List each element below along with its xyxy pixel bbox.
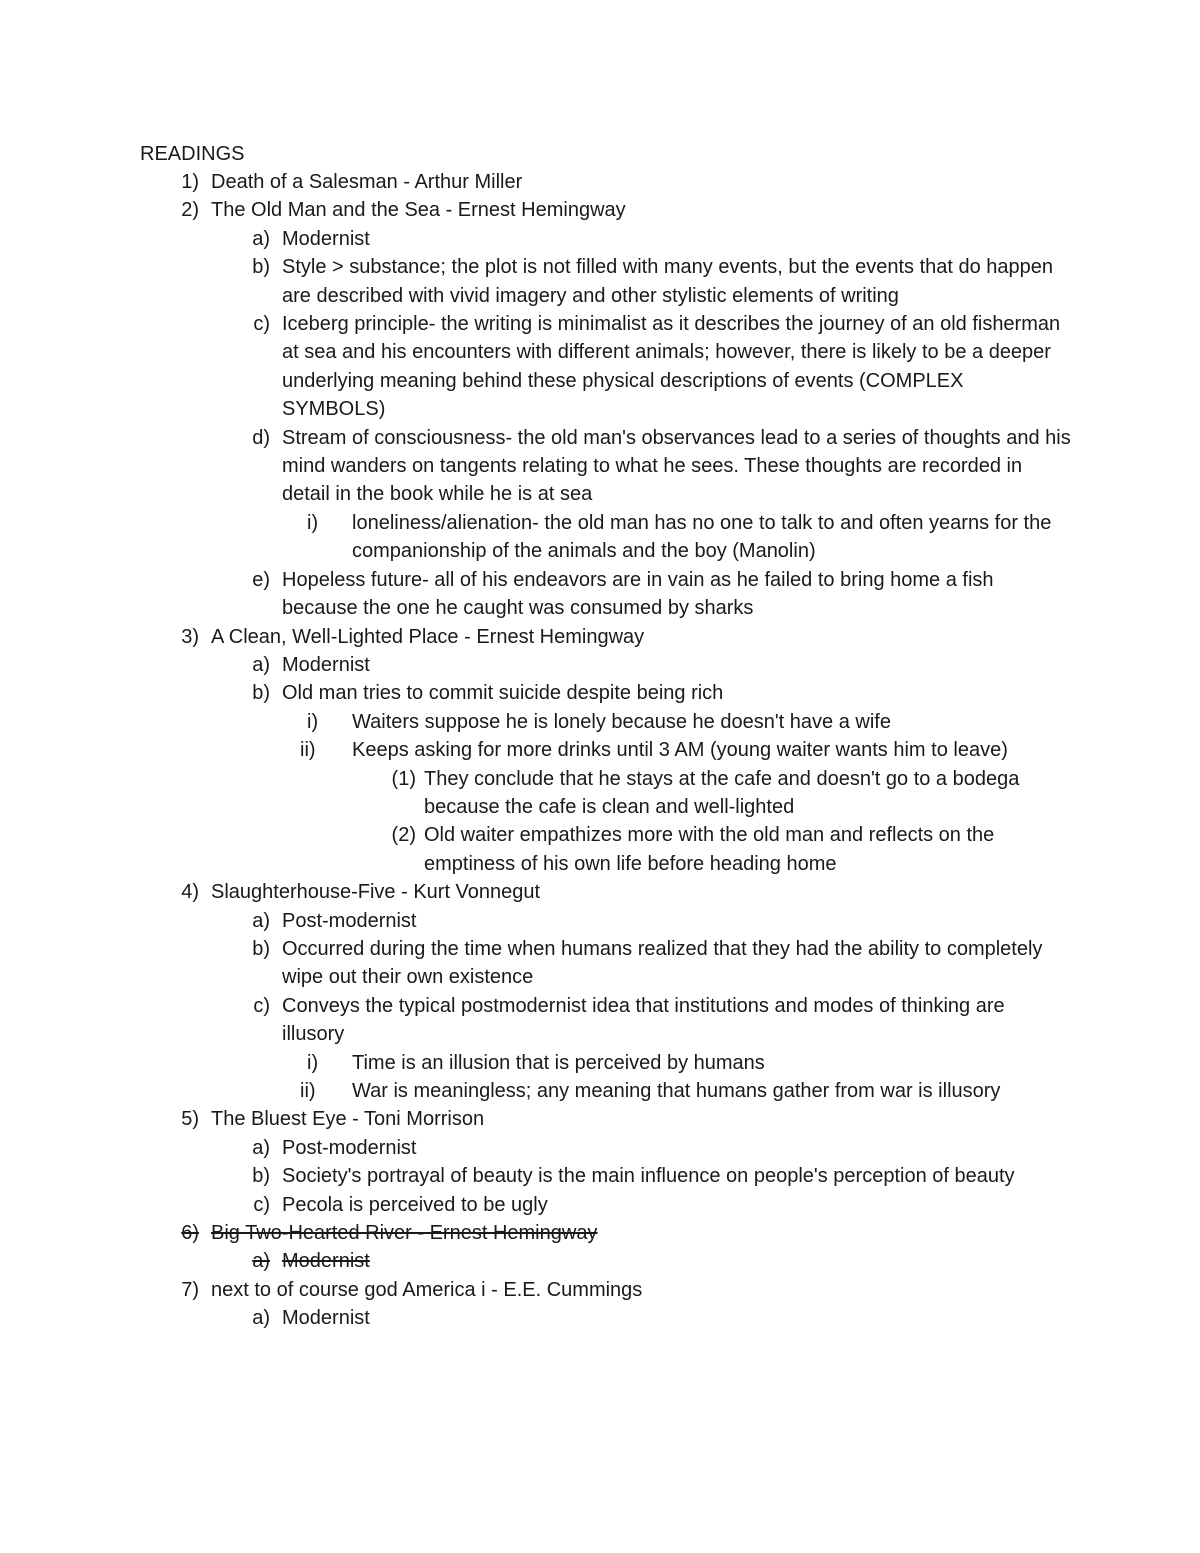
list-marker: 3)	[181, 625, 199, 648]
list-item-text: Slaughterhouse-Five - Kurt Vonnegut	[211, 881, 541, 904]
list-item-text: Iceberg principle- the writing is minimalist as it describes the journey of an old fisherman at sea and his encounters with different animals; however, there is likely to be a deeper underlying meaning behind these physical descriptions of events (COMPLEX SYMBOLS)	[282, 313, 1061, 421]
list-item-text: next to of course god America i - E.E. Cummings	[211, 1278, 643, 1301]
list-item	[0, 1191, 1200, 1219]
list-marker: i)	[307, 1051, 319, 1074]
list-marker: b)	[252, 682, 270, 705]
list-item	[0, 1134, 1200, 1162]
list-item-text: Modernist	[282, 1307, 370, 1330]
list-marker: b)	[252, 937, 270, 960]
list-marker: c)	[253, 313, 270, 336]
list-marker: a)	[252, 1250, 270, 1273]
list-item-text: The Bluest Eye - Toni Morrison	[211, 1108, 485, 1131]
list-marker: 7)	[181, 1278, 199, 1301]
list-item-text: Occurred during the time when humans realized that they had the ability to completely wipe out their own existence	[282, 937, 1043, 989]
list-marker: 5)	[181, 1108, 199, 1131]
list-item-text: Conveys the typical postmodernist idea that institutions and modes of thinking are illusory	[282, 994, 1005, 1046]
list-item-text: Stream of consciousness- the old man's observances lead to a series of thoughts and his mind wanders on tangents relating to what he sees. These thoughts are recorded in detail in the book while he is at sea	[282, 426, 1071, 506]
document-heading: READINGS	[140, 143, 245, 165]
list-item-text: Death of a Salesman - Arthur Miller	[211, 171, 523, 193]
list-item	[0, 196, 1200, 224]
list-item-text: Waiters suppose he is lonely because he doesn't have a wife	[352, 710, 891, 733]
list-item	[0, 878, 1200, 906]
list-item	[0, 1304, 1200, 1332]
list-item	[0, 679, 1200, 707]
list-item-text: Pecola is perceived to be ugly	[282, 1193, 548, 1216]
list-item	[0, 651, 1200, 679]
list-item	[0, 623, 1200, 651]
list-marker: d)	[252, 426, 270, 449]
list-item-text: Style > substance; the plot is not filled with many events, but the events that do happen are described with vivid imagery and other stylistic elements of writing	[282, 256, 1054, 307]
list-item	[0, 765, 1200, 822]
list-marker: c)	[253, 1193, 270, 1216]
list-item	[0, 992, 1200, 1049]
list-item-text: Hopeless future- all of his endeavors are in vain as he failed to bring home a fish because the one he caught was consumed by sharks	[282, 568, 994, 620]
list-item	[0, 907, 1200, 935]
list-item-text: Old waiter empathizes more with the old man and reflects on the emptiness of his own life before heading home	[424, 824, 995, 875]
list-item	[0, 253, 1200, 310]
list-item-text: Old man tries to commit suicide despite being rich	[282, 682, 724, 705]
list-item	[0, 310, 1200, 424]
list-item	[0, 935, 1200, 992]
list-marker: c)	[253, 994, 270, 1017]
list-marker: a)	[252, 1307, 270, 1330]
list-marker: i)	[307, 511, 319, 534]
list-item-text: The Old Man and the Sea - Ernest Hemingway	[211, 199, 626, 222]
list-item-text: A Clean, Well-Lighted Place - Ernest Hemingway	[211, 625, 645, 648]
list-item	[0, 168, 1200, 196]
list-marker: a)	[252, 909, 270, 932]
list-marker: ii)	[300, 1080, 316, 1102]
list-marker: 6)	[181, 1222, 199, 1245]
list-marker: a)	[252, 1136, 270, 1159]
list-marker: 2)	[181, 199, 199, 222]
list-item	[0, 225, 1200, 253]
list-item	[0, 1162, 1200, 1190]
list-item	[0, 1276, 1200, 1304]
list-item	[0, 509, 1200, 566]
list-marker: (2)	[391, 824, 416, 847]
list-item-struck	[0, 1247, 1200, 1275]
list-item-text: Time is an illusion that is perceived by humans	[352, 1051, 765, 1074]
list-marker: b)	[252, 1165, 270, 1188]
list-marker: (1)	[391, 767, 416, 790]
list-item-text: Post-modernist	[282, 1136, 417, 1159]
list-marker: ii)	[300, 739, 316, 762]
readings-list	[0, 168, 1200, 1333]
list-marker: 1)	[181, 171, 199, 193]
list-item-struck	[0, 1219, 1200, 1247]
list-item-text: War is meaningless; any meaning that humans gather from war is illusory	[352, 1080, 1001, 1102]
list-item	[0, 1049, 1200, 1077]
list-marker: i)	[307, 710, 319, 733]
list-item-text: Modernist	[282, 227, 370, 250]
list-item	[0, 736, 1200, 764]
list-item	[0, 1105, 1200, 1133]
list-marker: a)	[252, 227, 270, 250]
list-marker: 4)	[181, 881, 199, 904]
list-item	[0, 566, 1200, 623]
list-item	[0, 424, 1200, 509]
list-item-text: loneliness/alienation- the old man has no one to talk to and often yearns for the companionship of the animals and the boy (Manolin)	[352, 511, 1052, 563]
list-marker: e)	[252, 568, 270, 591]
list-marker: b)	[252, 256, 270, 279]
list-item-text: They conclude that he stays at the cafe and doesn't go to a bodega because the cafe is clean and well-lighted	[424, 767, 1020, 818]
struck-text: Big Two-Hearted River - Ernest Hemingway	[211, 1222, 598, 1245]
struck-text: Modernist	[282, 1250, 370, 1273]
list-item-text	[282, 1247, 1072, 1275]
list-item-text	[211, 1219, 1071, 1247]
list-item	[0, 708, 1200, 736]
list-marker: a)	[252, 653, 270, 676]
list-item-text: Society's portrayal of beauty is the main influence on people's perception of beauty	[282, 1165, 1015, 1188]
list-item	[0, 1077, 1200, 1105]
list-item-text: Modernist	[282, 653, 370, 676]
list-item-text: Post-modernist	[282, 909, 417, 932]
list-item	[0, 821, 1200, 878]
list-item-text: Keeps asking for more drinks until 3 AM (young waiter wants him to leave)	[352, 739, 1008, 762]
